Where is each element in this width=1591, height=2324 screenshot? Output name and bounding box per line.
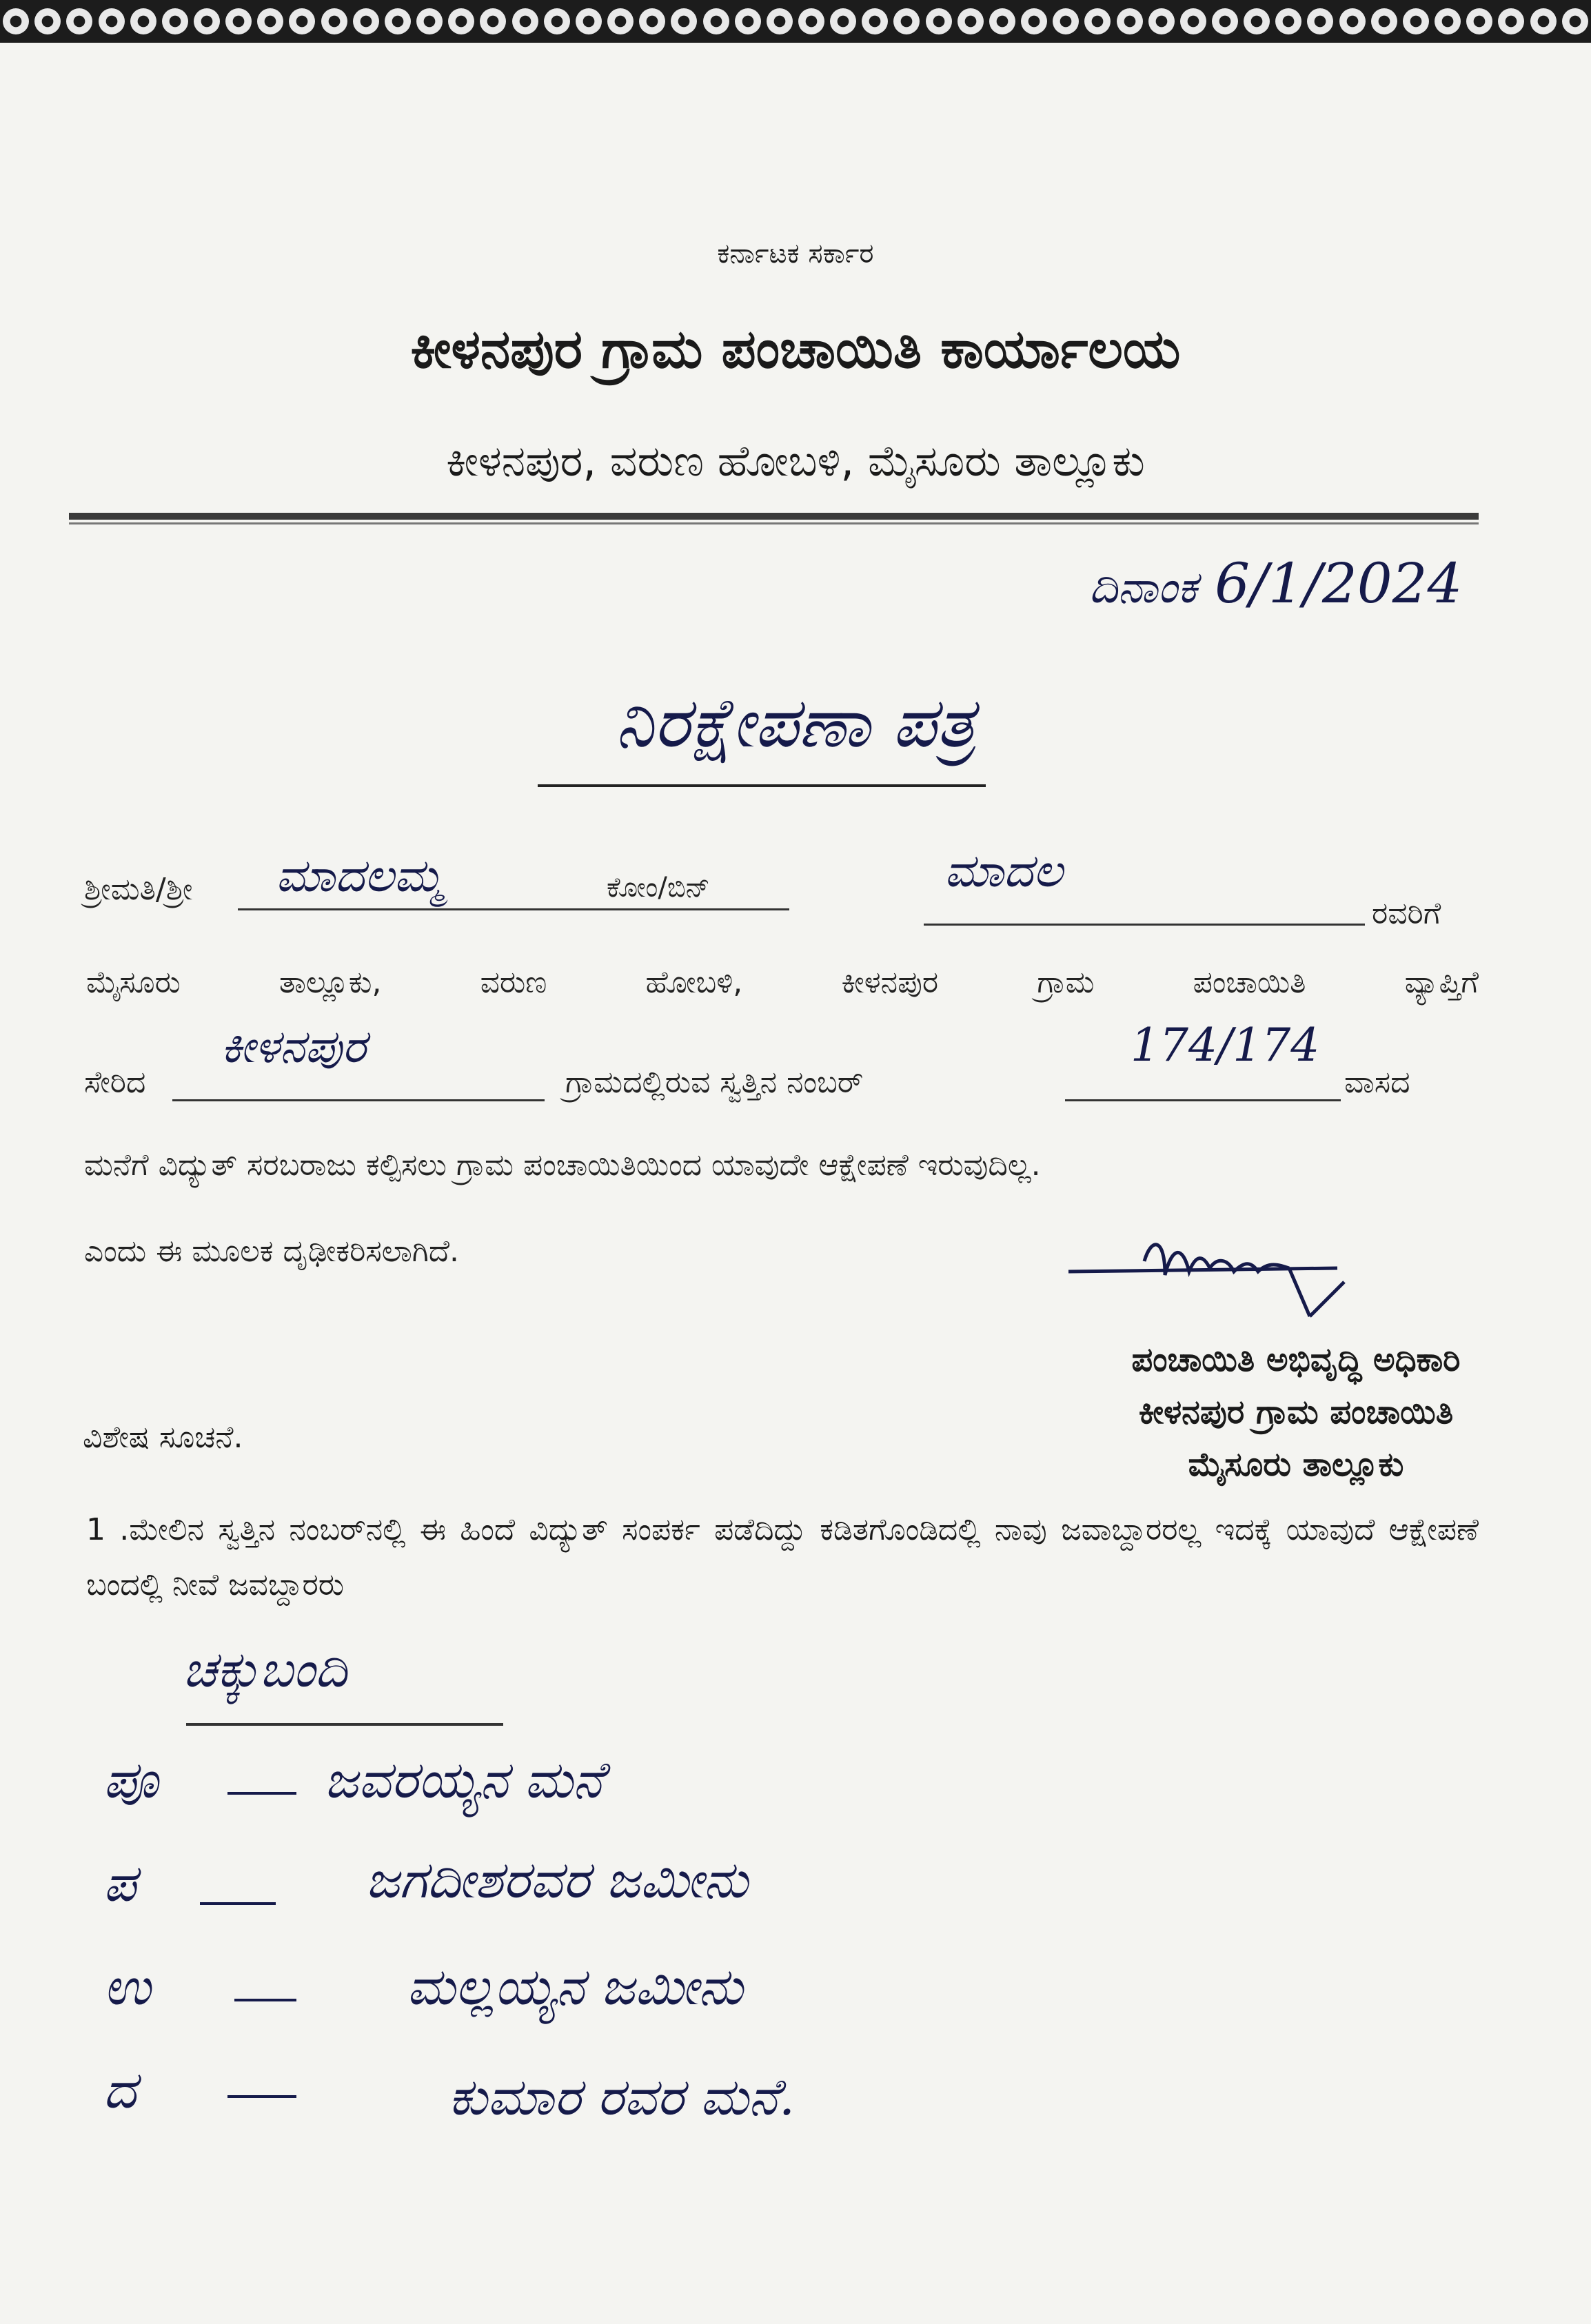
notes-heading: ವಿಶೇಷ ಸೂಚನೆ.	[83, 1420, 243, 1455]
body-line-2: ಮೈಸೂರು ತಾಲ್ಲೂಕು, ವರುಣ ಹೋಬಳಿ, ಕೀಳನಪುರ ಗ್ರಾಮ ಪಂಚಾಯಿತಿ ವ್ಯಾಪ್ತಿಗೆ	[86, 965, 1479, 1000]
header-rule	[69, 513, 1479, 520]
decorative-border	[0, 0, 1591, 43]
relative-blank-line	[924, 924, 1365, 926]
village-name: ಕೀಳನಪುರ	[221, 1020, 367, 1073]
boundary-west-dir: ಪ	[103, 1854, 136, 1913]
signatory-taluk: ಮೈಸೂರು ತಾಲ್ಲೂಕು	[1188, 1445, 1404, 1484]
boundary-north-dash	[234, 1999, 296, 2001]
date-label: ದಿನಾಂಕ	[1089, 562, 1197, 613]
boundary-north-dir: ಉ	[103, 1957, 151, 2017]
recipient-name: ಮಾದಲಮ್ಮ	[276, 849, 444, 902]
name-blank-line	[238, 908, 789, 910]
boundary-east-dash	[227, 1792, 296, 1795]
village-suffix: ಗ್ರಾಮದಲ್ಲಿರುವ ಸ್ವತ್ತಿನ ನಂಬರ್	[565, 1065, 864, 1100]
boundary-south-value: ಕುಮಾರ ರವರ ಮನೆ.	[448, 2068, 796, 2127]
note-item-1: 1 .ಮೇಲಿನ ಸ್ವತ್ತಿನ ನಂಬರ್‌ನಲ್ಲಿ ಈ ಹಿಂದೆ ವಿದ್ಯುತ್ ಸಂಪರ್ಕ ಪಡೆದಿದ್ದು ಕಡಿತಗೊಂಡಿದಲ್ಲಿ ನಾವು ಜವಾಬ್ದಾರರಲ್ಲ ಇದಕ್ಕೆ ಯಾವುದೆ ಆಕ್ಷೇಪಣೆ ಬಂದಲ್ಲಿ ನೀವೆ ಜವಬ್ದಾರರು	[86, 1512, 1479, 1602]
boundary-south-dash	[227, 2095, 296, 2098]
suffix-text: ರವರಿಗೆ	[1372, 896, 1441, 931]
boundary-west-value: ಜಗದೀಶರವರ ಜಮೀನು	[365, 1851, 749, 1910]
document-title: ನಿರಕ್ಷೇಪಣಾ ಪತ್ರ	[615, 682, 976, 763]
date-value: 6/1/2024	[1215, 551, 1463, 615]
relation-label: ಕೋಂ/ಬಿನ್	[607, 872, 710, 904]
property-suffix: ವಾಸದ	[1344, 1065, 1410, 1100]
header-rule-thin	[69, 522, 1479, 524]
signatory-office: ಕೀಳನಪುರ ಗ್ರಾಮ ಪಂಚಾಯಿತಿ	[1138, 1393, 1454, 1431]
boundary-south-dir: ದ	[103, 2061, 136, 2120]
belonging-label: ಸೇರಿದ	[84, 1065, 146, 1100]
boundary-west-dash	[200, 1902, 276, 1905]
signatory-designation: ಪಂಚಾಯಿತಿ ಅಭಿವೃದ್ಧಿ ಅಧಿಕಾರಿ	[1131, 1341, 1461, 1379]
property-number: 174/174	[1131, 1019, 1320, 1072]
office-title: ಕೀಳನಪುರ ಗ್ರಾಮ ಪಂಚಾಯಿತಿ ಕಾರ್ಯಾಲಯ	[410, 318, 1181, 380]
boundary-east-dir: ಪೂ	[103, 1751, 159, 1810]
salutation: ಶ್ರೀಮತಿ/ಶ್ರೀ	[84, 872, 193, 907]
signature	[1062, 1234, 1351, 1323]
office-address: ಕೀಳನಪುರ, ವರುಣ ಹೋಬಳಿ, ಮೈಸೂರು ತಾಲ್ಲೂಕು	[446, 436, 1145, 486]
boundaries-underline	[186, 1723, 503, 1726]
boundaries-title: ಚಕ್ಕುಬಂದಿ	[183, 1640, 347, 1698]
boundary-east-value: ಜವರಯ್ಯನ ಮನೆ	[324, 1751, 603, 1810]
property-blank-line	[1065, 1099, 1341, 1101]
relative-name: ಮಾದಲ	[944, 844, 1063, 897]
title-underline	[538, 784, 986, 787]
body-line-4: ಮನೆಗೆ ವಿದ್ಯುತ್ ಸರಬರಾಜು ಕಲ್ಪಿಸಲು ಗ್ರಾಮ ಪಂಚಾಯಿತಿಯಿಂದ ಯಾವುದೇ ಆಕ್ಷೇಪಣೆ ಇರುವುದಿಲ್ಲ.	[84, 1148, 1041, 1183]
boundary-north-value: ಮಲ್ಲಯ್ಯನ ಜಮೀನು	[407, 1957, 743, 2017]
body-line-5: ಎಂದು ಈ ಮೂಲಕ ದೃಢೀಕರಿಸಲಾಗಿದೆ.	[84, 1234, 459, 1269]
date-field	[1089, 551, 1462, 615]
government-name: ಕರ್ನಾಟಕ ಸರ್ಕಾರ	[717, 238, 874, 269]
village-blank-line	[172, 1099, 545, 1101]
signatory-block	[1034, 1334, 1558, 1491]
